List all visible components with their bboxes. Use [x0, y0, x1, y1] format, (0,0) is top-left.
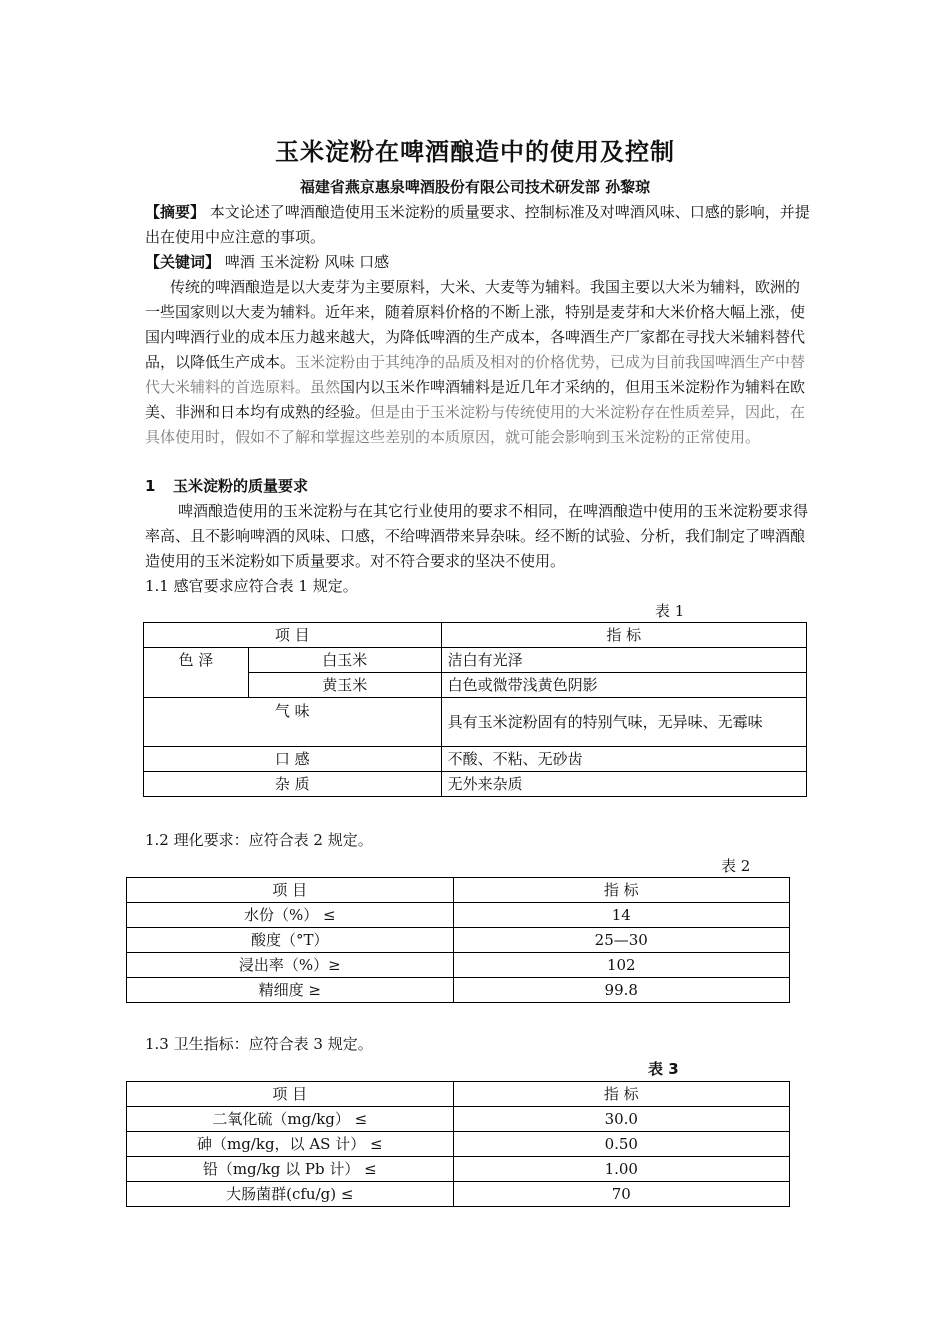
intro-paragraph: [145, 275, 810, 450]
table-row: [144, 648, 807, 673]
intro-part3: 国内以玉米作啤酒辅料是近几年才采纳的，但用玉米淀粉作为辅料在欧美、非洲和日本均有成熟的经验。: [145, 378, 806, 421]
abstract-label: 【摘要】: [145, 203, 206, 221]
document-title: 玉米淀粉在啤酒酿造中的使用及控制: [275, 138, 675, 166]
table1-smell-label: 气 味: [144, 698, 442, 747]
table2-cell-value: 25—30: [453, 928, 789, 953]
section1-heading: [145, 475, 308, 496]
subsection-1-2: 1.2 理化要求：应符合表 2 规定。: [145, 831, 373, 849]
abstract-text: 本文论述了啤酒酿造使用玉米淀粉的质量要求、控制标准及对啤酒风味、口感的影响，并提出在使用中应注意的事项。: [145, 203, 810, 246]
table-row: [144, 747, 807, 772]
table1-smell-value: 具有玉米淀粉固有的特别气味，无异味、无霉味: [441, 698, 806, 747]
abstract: [145, 200, 810, 250]
subsection-1-1: 1.1 感官要求应符合表 1 规定。: [145, 577, 358, 595]
table-row: [127, 903, 790, 928]
table3-cell-value: 1.00: [453, 1157, 789, 1182]
table1-yellow-value: 白色或微带浅黄色阴影: [441, 673, 806, 698]
table2-caption: 表 2: [721, 857, 751, 875]
keywords: [145, 250, 810, 275]
table1-header-item: 项 目: [144, 623, 442, 648]
table3-cell-item: 砷（mg/kg，以 AS 计） ≤: [127, 1132, 454, 1157]
table3-cell-value: 0.50: [453, 1132, 789, 1157]
table-row: [127, 1082, 790, 1107]
table1-caption: 表 1: [655, 602, 685, 620]
keywords-text: 啤酒 玉米淀粉 风味 口感: [220, 253, 390, 271]
table2-physicochemical: [126, 877, 790, 1003]
table3-cell-item: 大肠菌群(cfu/g) ≤: [127, 1182, 454, 1207]
table1-impurity-label: 杂 质: [144, 772, 442, 797]
table1-sensory: [143, 622, 807, 797]
table1-header-index: 指 标: [441, 623, 806, 648]
table-row: [127, 928, 790, 953]
table3-caption: 表 3: [648, 1060, 679, 1078]
table2-cell-item: 水份（%） ≤: [127, 903, 454, 928]
table3-cell-value: 70: [453, 1182, 789, 1207]
table-row: [127, 878, 790, 903]
subsection-1-3: 1.3 卫生指标：应符合表 3 规定。: [145, 1035, 373, 1053]
table-row: [127, 1107, 790, 1132]
table1-impurity-value: 无外来杂质: [441, 772, 806, 797]
intro-part2: 玉米淀粉由于其纯净的品质及相对的价格优势，已成为目前我国啤酒生产中替代大米辅料的首选原料。虽然: [145, 353, 806, 396]
table3-header-index: 指 标: [453, 1082, 789, 1107]
table3-hygiene: [126, 1081, 790, 1207]
table-row: [127, 1157, 790, 1182]
table-row: [144, 772, 807, 797]
section1-paragraph: 啤酒酿造使用的玉米淀粉与在其它行业使用的要求不相同，在啤酒酿造中使用的玉米淀粉要求得率高、且不影响啤酒的风味、口感，不给啤酒带来异杂味。经不断的试验、分析，我们制定了啤酒酿造使用的玉米淀粉如下质量要求。对不符合要求的坚决不使用。: [145, 502, 809, 570]
table1-yellow-corn: 黄玉米: [248, 673, 441, 698]
table1-white-value: 洁白有光泽: [441, 648, 806, 673]
table3-cell-value: 30.0: [453, 1107, 789, 1132]
table-row: [144, 623, 807, 648]
table3-cell-item: 铅（mg/kg 以 Pb 计） ≤: [127, 1157, 454, 1182]
table2-cell-item: 精细度 ≥: [127, 978, 454, 1003]
table-row: [144, 698, 807, 747]
section1-title: 玉米淀粉的质量要求: [173, 477, 309, 495]
table2-header-item: 项 目: [127, 878, 454, 903]
table-row: [127, 953, 790, 978]
table2-cell-item: 酸度（°T）: [127, 928, 454, 953]
table2-cell-value: 99.8: [453, 978, 789, 1003]
table3-cell-item: 二氧化硫（mg/kg） ≤: [127, 1107, 454, 1132]
table3-header-item: 项 目: [127, 1082, 454, 1107]
section1-number: 1: [145, 477, 156, 495]
table-row: [127, 978, 790, 1003]
intro-part4: 但是由于玉米淀粉与传统使用的大米淀粉存在性质差异，因此，在具体使用时，假如不了解和掌握这些差别的本质原因，就可能会影响到玉米淀粉的正常使用。: [145, 403, 806, 446]
table1-color-label: 色 泽: [144, 648, 249, 698]
table-row: [127, 1132, 790, 1157]
table1-white-corn: 白玉米: [248, 648, 441, 673]
table2-cell-value: 14: [453, 903, 789, 928]
table2-cell-item: 浸出率（%）≥: [127, 953, 454, 978]
table2-cell-value: 102: [453, 953, 789, 978]
intro-part1: 传统的啤酒酿造是以大麦芽为主要原料，大米、大麦等为辅料。我国主要以大米为辅料，欧洲的一些国家则以大麦为辅料。近年来，随着原料价格的不断上涨，特别是麦芽和大米价格大幅上涨，使国内啤酒行业的成本压力越来越大，为降低啤酒的生产成本，各啤酒生产厂家都在寻找大米辅料替代品，以降低生产成本。: [145, 278, 806, 371]
keywords-label: 【关键词】: [145, 253, 221, 271]
table1-taste-value: 不酸、不粘、无砂齿: [441, 747, 806, 772]
table1-taste-label: 口 感: [144, 747, 442, 772]
table-row: [127, 1182, 790, 1207]
table2-header-index: 指 标: [453, 878, 789, 903]
author-line: 福建省燕京惠泉啤酒股份有限公司技术研发部 孙黎琼: [299, 178, 651, 196]
